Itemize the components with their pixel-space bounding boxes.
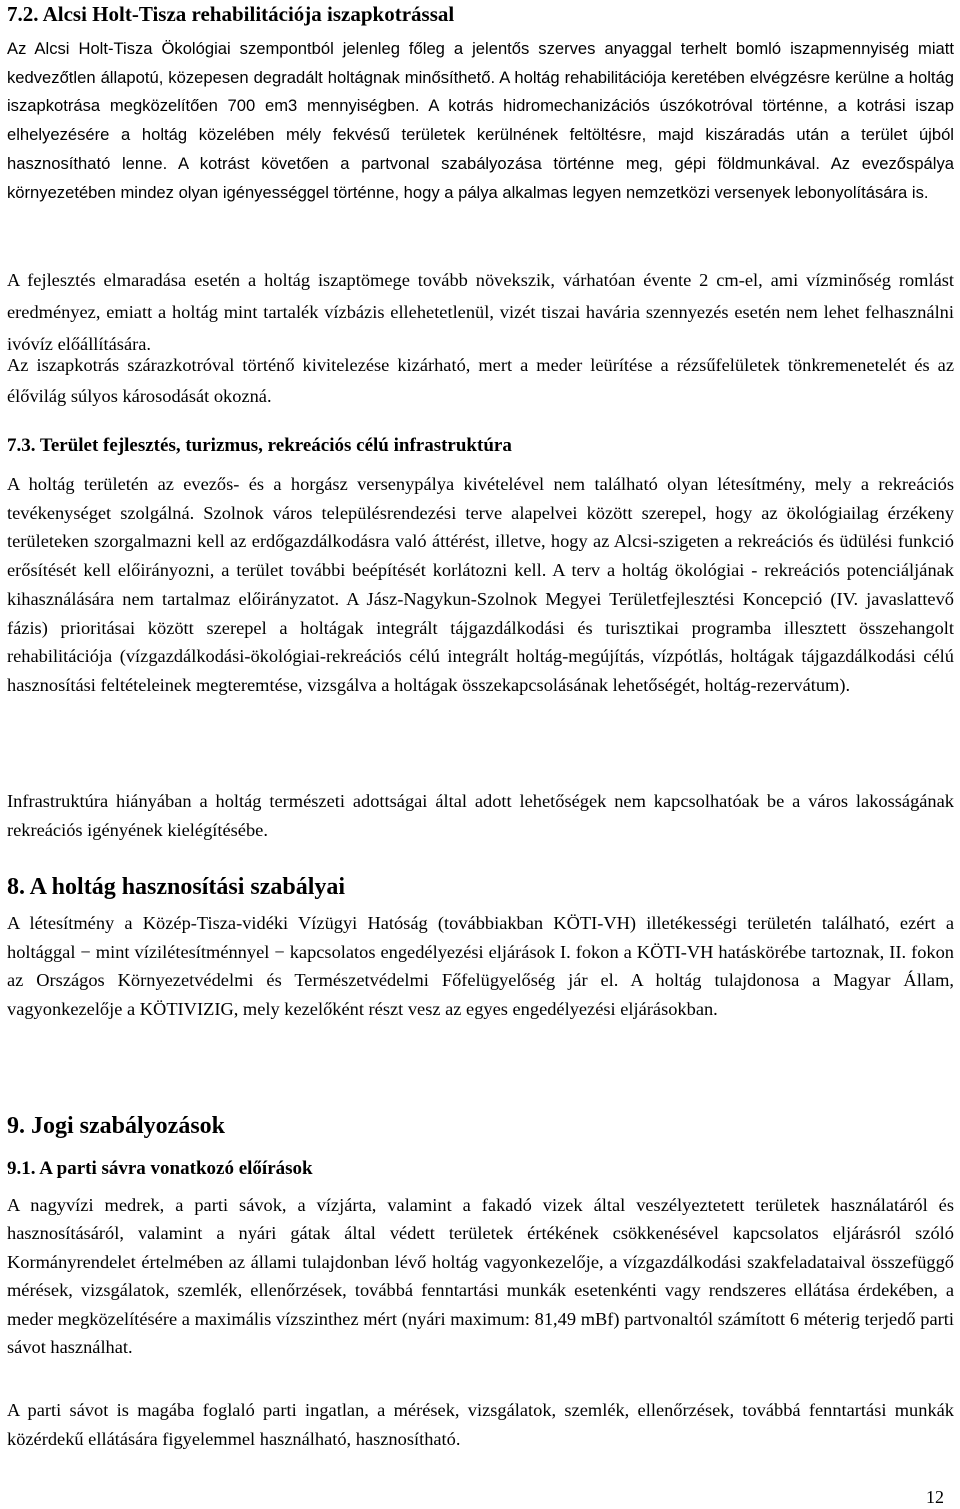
section-9-heading: 9. Jogi szabályozások [7, 1113, 226, 1139]
section-7-2-heading: 7.2. Alcsi Holt-Tisza rehabilitációja iszapkotrással [7, 2, 455, 26]
section-7-3-paragraph-2: Infrastruktúra hiányában a holtág természeti adottságai által adott lehetőségek nem kapcsolhatóak be a város lakosságának rekreációs igényének kielégítésébe. [7, 791, 954, 840]
section-8-paragraph: A létesítmény a Közép-Tisza-vidéki Vízügyi Hatóság (továbbiakban KÖTI-VH) illetékességi területén található, ezért a holtággal − mint vízilétesítménnyel − kapcsolatos engedélyezési eljárások I. fokon a KÖTI-VH hatáskörébe tartoznak, II. fokon az Országos Környezetvédelmi és Természetvédelmi Főfelügyelőség jár el. A holtág tulajdonosa a Magyar Állam, vagyonkezelője a KÖTIVIZIG, mely kezelőként részt vesz az egyes engedélyezési eljárásokban. [7, 913, 954, 1019]
section-9-1-paragraph-2: A parti sávot is magába foglaló parti ingatlan, a mérések, vizsgálatok, szemlék, ellenőrzések, továbbá fenntartási munkák közérdekű ellátására figyelemmel használható, hasznosítható. [7, 1400, 954, 1449]
section-7-2-paragraph-3: Az iszapkotrás szárazkotróval történő kivitelezése kizárható, mert a meder leürítése a rézsűfelületek tönkremenetelét és az élővilág súlyos károsodását okozná. [7, 355, 954, 406]
section-9-1-paragraph-1: A nagyvízi medrek, a parti sávok, a vízjárta, valamint a fakadó vizek által veszélyeztetett területek használatáról és hasznosításáról, valamint a nyári gátak által védett területek értékének csökkenésével kapcsolatos eljárásról szóló Kormányrendelet értelmében az állami tulajdonban lévő holtág vagyonkezelője, a vízgazdálkodási szakfeladataival összefüggő mérések, vizsgálatok, szemlék, ellenőrzések, továbbá fenntartási munkák esetenkénti vagy rendszeres ellátása érdekében, a meder megközelítésére a maximális vízszinthez mért (nyári maximum: 81,49 mBf) partvonaltól számított 6 méterig terjedő parti sávot használhat. [7, 1195, 954, 1358]
page-number: 12 [926, 1487, 944, 1507]
section-7-2-paragraph-1: Az Alcsi Holt-Tisza Ökológiai szempontból jelenleg főleg a jelentős szerves anyaggal terhelt bomló iszapmennyiség miatt kedvezőtlen állapotú, közepesen degradált holtágnak minősíthető. A holtág rehabilitációja keretében elvégzésre kerülne a holtág iszapkotrása megközelítően 700 em3 mennyiségben. A kotrás hidromechanizációs úszókotróval történne, a kotrási iszap elhelyezésére a holtág közelében mély fekvésű területek kerülnének feltöltésre, majd kiszáradás után a terület újból hasznosítható lenne. A kotrást követően a partvonal szabályozása történne meg, gépi földmunkával. Az evezőspálya környezetében mindez olyan igényességgel történne, hogy a pálya alkalmas legyen nemzetközi versenyek lebonyolítására is. [7, 39, 954, 202]
section-8-heading: 8. A holtág hasznosítási szabályai [7, 874, 346, 900]
section-7-3-heading: 7.3. Terület fejlesztés, turizmus, rekreációs célú infrastruktúra [7, 435, 512, 456]
section-9-1-heading: 9.1. A parti sávra vonatkozó előírások [7, 1158, 313, 1179]
section-7-3-paragraph-1: A holtág területén az evezős- és a horgász versenypálya kivételével nem található olyan létesítmény, mely a rekreációs tevékenységet szolgálná. Szolnok város településrendezési terve alapelvei között szerepel, hogy az ökológiailag érzékeny területeken szorgalmazni kell az erdőgazdálkodásra való áttérést, illetve, hogy az Alcsi-szigeten a rekreációs és üdülési funkció erősítését kell előirányozni, a terület további beépítését korlátozni kell. A terv a holtág ökológiai - rekreációs potenciáljának kihasználására nem tartalmaz előirányzatot. A Jász-Nagykun-Szolnok Megyei Területfejlesztési Koncepció (IV. javaslattevő fázis) prioritásai között szerepel a holtágak integrált tájgazdálkodási és turisztikai programba illesztett összehangolt rehabilitációja (vízgazdálkodási-ökológiai-rekreációs célú integrált holtág-megújítás, vízpótlás, holtágak tájgazdálkodási célú hasznosítási feltételeinek megteremtése, vizsgálva a holtágak összekapcsolásának lehetőségét, holtág-rezervátum). [7, 474, 954, 695]
section-7-2-paragraph-2: A fejlesztés elmaradása esetén a holtág iszaptömege tovább növekszik, várhatóan évente 2 cm-el, ami vízminőség romlást eredményez, emiatt a holtág mint tartalék vízbázis ellehetetlenül, vizét tiszai havária szennyezés esetén nem lehet felhasználni ivóvíz előállítására. [7, 270, 954, 355]
